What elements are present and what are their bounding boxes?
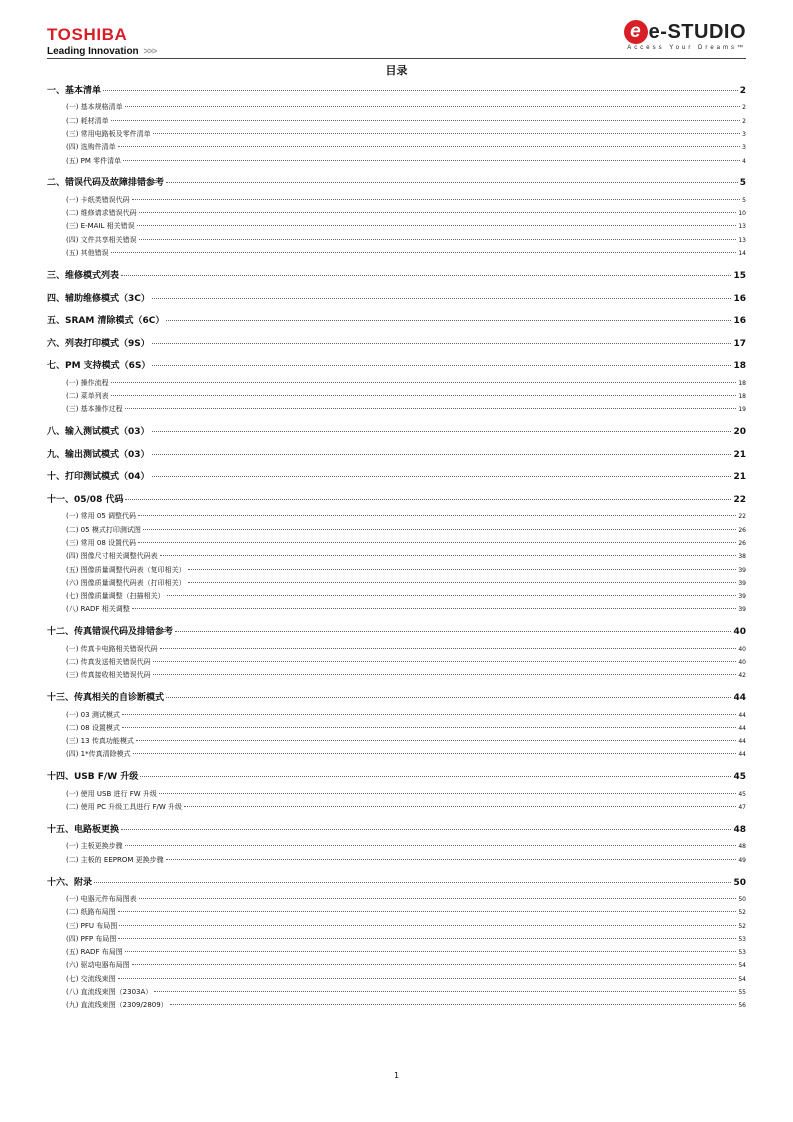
page-number: 1 (393, 1071, 400, 1080)
toc-dot-leader (125, 106, 740, 107)
toc-chapter-entry[interactable] (47, 876, 746, 890)
toc-dot-leader (188, 582, 737, 583)
toc-entry-title: (一) 03 测试模式 (66, 710, 120, 719)
brand-name: TOSHIBA (47, 25, 128, 44)
toc-entry-title: (二) 菜单列表 (66, 392, 109, 400)
toc-section-entry[interactable] (47, 656, 746, 669)
toc-entry-title: 三、维修模式列表 (47, 270, 120, 281)
toc-section-entry[interactable] (47, 999, 746, 1012)
toc-section-entry[interactable] (47, 669, 746, 682)
toc-chapter-entry[interactable] (47, 176, 746, 190)
toc-entry-title: 六、列表打印模式（9S） (47, 338, 150, 349)
tagline-arrows-icon: >>> (143, 46, 157, 56)
toc-entry-title: (一) 操作流程 (66, 378, 109, 387)
toc-section-entry[interactable] (47, 986, 746, 999)
toc-page-number: 16 (733, 293, 746, 304)
product-logo (624, 20, 746, 44)
toc-page-number: 18 (738, 393, 746, 400)
toc-page-number: 50 (733, 877, 746, 888)
toc-page-number: 40 (738, 659, 746, 667)
toc-section-entry[interactable] (47, 220, 746, 233)
toc-dot-leader (122, 714, 737, 715)
toc-entry-title: (五) PM 零件清单 (66, 156, 122, 165)
toc-entry-title: (五) 其他错误 (66, 249, 109, 258)
toc-dot-leader (111, 382, 737, 383)
toc-page-number: 13 (738, 223, 746, 231)
toc-section-entry[interactable] (47, 194, 746, 207)
toc-dot-leader (125, 408, 737, 409)
toc-page-number: 18 (733, 361, 746, 372)
toc-dot-leader (133, 753, 737, 754)
toc-section-entry[interactable] (47, 643, 746, 656)
table-of-contents (47, 84, 746, 1013)
toc-chapter-entry[interactable] (47, 448, 746, 462)
toc-section-entry[interactable] (47, 377, 746, 390)
toc-dot-leader (111, 252, 737, 253)
toc-page-number: 54 (738, 975, 746, 983)
toc-entry-title: (八) 直流线束图（2303A） (66, 988, 153, 996)
toc-page-number: 48 (738, 843, 746, 851)
estudio-e-icon: e (624, 20, 648, 44)
toc-dot-leader (137, 225, 737, 226)
toc-entry-title: 一、基本清单 (47, 86, 102, 96)
toc-dot-leader (153, 661, 737, 662)
toc-section-entry[interactable] (47, 709, 746, 722)
toc-entry-title: (二) 05 模式打印测试图 (66, 525, 141, 534)
toc-section-entry[interactable] (47, 840, 746, 853)
toc-entry-title: (一) 基本规格清单 (66, 103, 123, 112)
toc-dot-leader (125, 499, 731, 500)
toc-entry-title: (三) 常用电路板及零件清单 (66, 129, 151, 138)
toc-entry-title: (二) 耗材清单 (66, 116, 109, 125)
toc-entry-title: 七、PM 支持模式（6S） (47, 361, 151, 372)
toc-entry-title: (四) 选购件清单 (66, 143, 116, 152)
toc-dot-leader (125, 951, 737, 952)
toc-page-number: 49 (738, 856, 746, 864)
toshiba-logo (47, 26, 156, 57)
toc-chapter-entry[interactable] (47, 84, 746, 98)
toc-entry-title: 四、辅助维修模式（3C） (47, 293, 150, 304)
toc-page-number: 44 (738, 724, 746, 732)
toc-page-number: 3 (742, 130, 746, 138)
toc-dot-leader (166, 182, 738, 183)
toc-chapter-entry[interactable] (47, 493, 746, 507)
toc-dot-leader (143, 529, 737, 530)
toc-entry-title: (四) PFP 布局图 (66, 934, 117, 943)
toc-entry-title: 二、错误代码及故障排错参考 (47, 178, 165, 189)
toc-dot-leader (119, 925, 736, 926)
toc-dot-leader (184, 806, 736, 807)
toc-entry-title: (六) 图像质量调整代码表（打印相关） (66, 578, 186, 587)
toc-dot-leader (136, 740, 737, 741)
toc-entry-title: (二) 传真发送相关错误代码 (66, 658, 151, 667)
tagline-text: Leading Innovation (47, 46, 139, 57)
toc-section-entry[interactable] (47, 234, 746, 247)
toc-page-number: 47 (738, 804, 746, 812)
product-slogan: Access Your Dreams™ (627, 45, 746, 51)
toc-page-number: 40 (738, 645, 746, 653)
toc-section-entry[interactable] (47, 603, 746, 616)
toc-page-number: 3 (742, 144, 746, 152)
toc-section-entry[interactable] (47, 959, 746, 972)
toc-section-entry[interactable] (47, 115, 746, 128)
toc-dot-leader (154, 991, 736, 992)
toc-page-number: 13 (738, 236, 746, 244)
toc-entry-title: (四) 图像尺寸相关调整代码表 (66, 552, 158, 561)
toc-section-entry[interactable] (47, 155, 746, 168)
toc-dot-leader (139, 239, 737, 240)
header-divider (47, 58, 746, 59)
toc-section-entry[interactable] (47, 141, 746, 154)
toc-page-number: 53 (738, 935, 746, 943)
toc-dot-leader (103, 90, 738, 91)
toc-entry-title: (二) 维修请求错误代码 (66, 209, 137, 218)
toc-title: 目录 (385, 64, 408, 77)
toc-dot-leader (153, 674, 737, 675)
toc-entry-title: (一) 主板更换步骤 (66, 842, 123, 851)
toc-entry-title: (五) 图像质量调整代码表（复印相关） (66, 565, 186, 574)
toc-page-number: 42 (738, 672, 746, 680)
toc-entry-title: (三) 基本操作过程 (66, 405, 123, 414)
toc-dot-leader (111, 120, 740, 121)
toc-section-entry[interactable] (47, 748, 746, 761)
toc-entry-title: (六) 驱动电器布局图 (66, 961, 130, 970)
toc-page-number: 26 (738, 539, 746, 547)
toc-section-entry[interactable] (47, 788, 746, 801)
toc-chapter-entry[interactable] (47, 292, 746, 306)
toc-page-number: 39 (738, 579, 746, 587)
toc-entry-title: (九) 直流线束图（2309/2809） (66, 1001, 168, 1010)
toc-entry-title: (三) 传真接收相关错误代码 (66, 671, 151, 680)
toc-entry-title: 五、SRAM 清除模式（6C） (47, 316, 165, 327)
toc-page-number: 21 (733, 472, 746, 483)
toc-dot-leader (188, 569, 737, 570)
toc-chapter-entry[interactable] (47, 337, 746, 351)
toc-page-number: 39 (738, 593, 746, 601)
toc-dot-leader (118, 938, 736, 939)
toc-chapter-entry[interactable] (47, 823, 746, 837)
toc-page-number: 40 (733, 627, 746, 638)
toc-section-entry[interactable] (47, 920, 746, 933)
toc-dot-leader (170, 1004, 737, 1005)
toc-dot-leader (139, 898, 737, 899)
toc-dot-leader (166, 320, 731, 321)
toc-section-entry[interactable] (47, 524, 746, 537)
toc-section-entry[interactable] (47, 906, 746, 919)
toc-dot-leader (152, 365, 731, 366)
toc-entry-title: (一) 常用 05 调整代码 (66, 512, 137, 521)
toc-page-number: 2 (742, 117, 746, 125)
toc-entry-title: 十三、传真相关的自诊断模式 (47, 693, 165, 704)
toc-page-number: 54 (738, 962, 746, 970)
toc-section-entry[interactable] (47, 946, 746, 959)
toc-page-number: 53 (738, 949, 746, 957)
toc-page-number: 5 (742, 196, 746, 204)
toc-page-number: 39 (738, 606, 746, 614)
toc-entry-title: (七) 交流线束图 (66, 974, 116, 983)
toc-page-number: 44 (738, 738, 746, 746)
toc-page-number: 48 (733, 824, 746, 835)
toc-dot-leader (125, 845, 737, 846)
toc-dot-leader (139, 212, 737, 213)
toc-entry-title: 十、打印测试模式（04） (47, 472, 150, 483)
toc-chapter-entry[interactable] (47, 269, 746, 283)
toc-section-entry[interactable] (47, 735, 746, 748)
toc-page-number: 56 (738, 1002, 746, 1010)
toc-page-number: 39 (738, 566, 746, 574)
toc-entry-title: (四) 文件共享相关错误 (66, 235, 137, 244)
toc-page-number: 20 (733, 427, 746, 438)
estudio-logo (624, 20, 746, 51)
toc-dot-leader (111, 395, 737, 396)
toc-dot-leader (123, 160, 740, 161)
toc-page-number: 44 (738, 711, 746, 719)
toc-dot-leader (138, 515, 736, 516)
toc-dot-leader (153, 133, 740, 134)
toc-page-number: 4 (742, 157, 746, 165)
toc-page-number: 5 (739, 178, 746, 189)
toc-dot-leader (152, 343, 732, 344)
toc-entry-title: (四) 1*传真清除模式 (66, 750, 131, 759)
product-logo-text: e-STUDIO (648, 20, 746, 43)
toc-entry-title: (三) PFU 布局图 (66, 921, 118, 930)
toc-page-number: 50 (738, 895, 746, 903)
toc-entry-title: (二) 纸路布局图 (66, 908, 116, 917)
toc-dot-leader (118, 146, 740, 147)
toc-section-entry[interactable] (47, 933, 746, 946)
toc-page-number: 16 (733, 316, 746, 327)
toc-page-number: 38 (738, 553, 746, 561)
toc-section-entry[interactable] (47, 564, 746, 577)
toc-dot-leader (118, 978, 737, 979)
brand-tagline (47, 46, 156, 57)
toc-section-entry[interactable] (47, 128, 746, 141)
toc-section-entry[interactable] (47, 101, 746, 114)
toc-section-entry[interactable] (47, 247, 746, 260)
page-header (47, 20, 746, 60)
toc-page-number: 45 (733, 772, 746, 783)
toc-page-number: 21 (733, 449, 746, 460)
toc-page-number: 22 (733, 494, 746, 505)
toc-section-entry[interactable] (47, 801, 746, 814)
toc-section-entry[interactable] (47, 537, 746, 550)
toc-section-entry[interactable] (47, 893, 746, 906)
toc-section-entry[interactable] (47, 510, 746, 523)
toc-section-entry[interactable] (47, 390, 746, 403)
toc-entry-title: (二) 使用 PC 升级工具进行 F/W 升级 (66, 803, 183, 812)
toc-entry-title: (七) 图像质量调整（扫描相关） (66, 592, 165, 601)
toc-chapter-entry[interactable] (47, 691, 746, 705)
toc-dot-leader (166, 859, 737, 860)
toc-page-number: 52 (738, 909, 746, 917)
toc-entry-title: (二) 08 设置模式 (66, 723, 120, 732)
toc-entry-title: 十四、USB F/W 升级 (47, 772, 139, 783)
toc-dot-leader (152, 431, 732, 432)
toc-chapter-entry[interactable] (47, 625, 746, 639)
toc-entry-title: (一) 卡纸类错误代码 (66, 195, 130, 204)
toc-section-entry[interactable] (47, 590, 746, 603)
toc-page-number: 55 (738, 989, 746, 996)
toc-dot-leader (166, 697, 731, 698)
toc-page-number: 14 (738, 250, 746, 258)
toc-chapter-entry[interactable] (47, 359, 746, 373)
toc-section-entry[interactable] (47, 854, 746, 867)
toc-section-entry[interactable] (47, 973, 746, 986)
toc-dot-leader (167, 595, 737, 596)
toc-page-number: 26 (738, 526, 746, 534)
toc-dot-leader (132, 608, 737, 609)
toc-dot-leader (132, 199, 740, 200)
toc-dot-leader (138, 542, 736, 543)
toc-section-entry[interactable] (47, 722, 746, 735)
toc-dot-leader (118, 911, 737, 912)
toc-dot-leader (94, 882, 731, 883)
toc-dot-leader (121, 275, 731, 276)
toc-chapter-entry[interactable] (47, 425, 746, 439)
toc-chapter-entry[interactable] (47, 470, 746, 484)
toc-dot-leader (175, 631, 731, 632)
toc-entry-title: 十一、05/08 代码 (47, 494, 124, 505)
toc-page-number: 44 (733, 693, 746, 704)
toc-page-number: 52 (738, 922, 746, 930)
toc-entry-title: (三) E-MAIL 相关错误 (66, 222, 135, 231)
toc-dot-leader (152, 298, 732, 299)
toc-entry-title: (八) RADF 相关调整 (66, 605, 130, 614)
toc-page-number: 17 (733, 338, 746, 349)
toc-entry-title: 十二、传真错误代码及排错参考 (47, 627, 174, 638)
toc-entry-title: 十五、电路板更换 (47, 824, 120, 835)
toc-page-number: 18 (738, 379, 746, 387)
toc-entry-title: 八、输入测试模式（03） (47, 427, 150, 438)
toc-dot-leader (160, 648, 737, 649)
toc-entry-title: (一) 传真卡电路相关错误代码 (66, 644, 158, 653)
toc-entry-title: 十六、附录 (47, 877, 93, 888)
toc-entry-title: (二) 主板的 EEPROM 更换步骤 (66, 855, 164, 864)
toc-dot-leader (132, 964, 737, 965)
toc-section-entry[interactable] (47, 550, 746, 563)
toc-entry-title: (一) 电器元件布局图表 (66, 894, 137, 903)
toc-page-number: 15 (733, 270, 746, 281)
toc-dot-leader (122, 727, 737, 728)
toc-section-entry[interactable] (47, 403, 746, 416)
toc-page-number: 19 (738, 406, 746, 414)
toc-entry-title: (三) 常用 08 设置代码 (66, 538, 137, 547)
toc-chapter-entry[interactable] (47, 314, 746, 328)
toc-dot-leader (159, 793, 736, 794)
toc-dot-leader (160, 555, 737, 556)
toc-entry-title: (三) 13 传真功能模式 (66, 737, 134, 746)
toc-dot-leader (152, 476, 732, 477)
toc-page-number: 44 (738, 751, 746, 759)
toc-dot-leader (121, 829, 731, 830)
toc-section-entry[interactable] (47, 577, 746, 590)
toc-page-number: 10 (738, 210, 746, 218)
toc-page-number: 2 (739, 86, 746, 96)
toc-dot-leader (152, 454, 732, 455)
toc-page-number: 2 (742, 104, 746, 112)
toc-entry-title: (五) RADF 布局图 (66, 948, 123, 957)
toc-chapter-entry[interactable] (47, 770, 746, 784)
toc-entry-title: (一) 使用 USB 进行 FW 升级 (66, 789, 157, 798)
toc-section-entry[interactable] (47, 207, 746, 220)
toc-page-number: 45 (738, 790, 746, 798)
toc-entry-title: 九、输出测试模式（03） (47, 449, 150, 460)
toc-page-number: 22 (738, 513, 746, 521)
toc-dot-leader (140, 776, 731, 777)
